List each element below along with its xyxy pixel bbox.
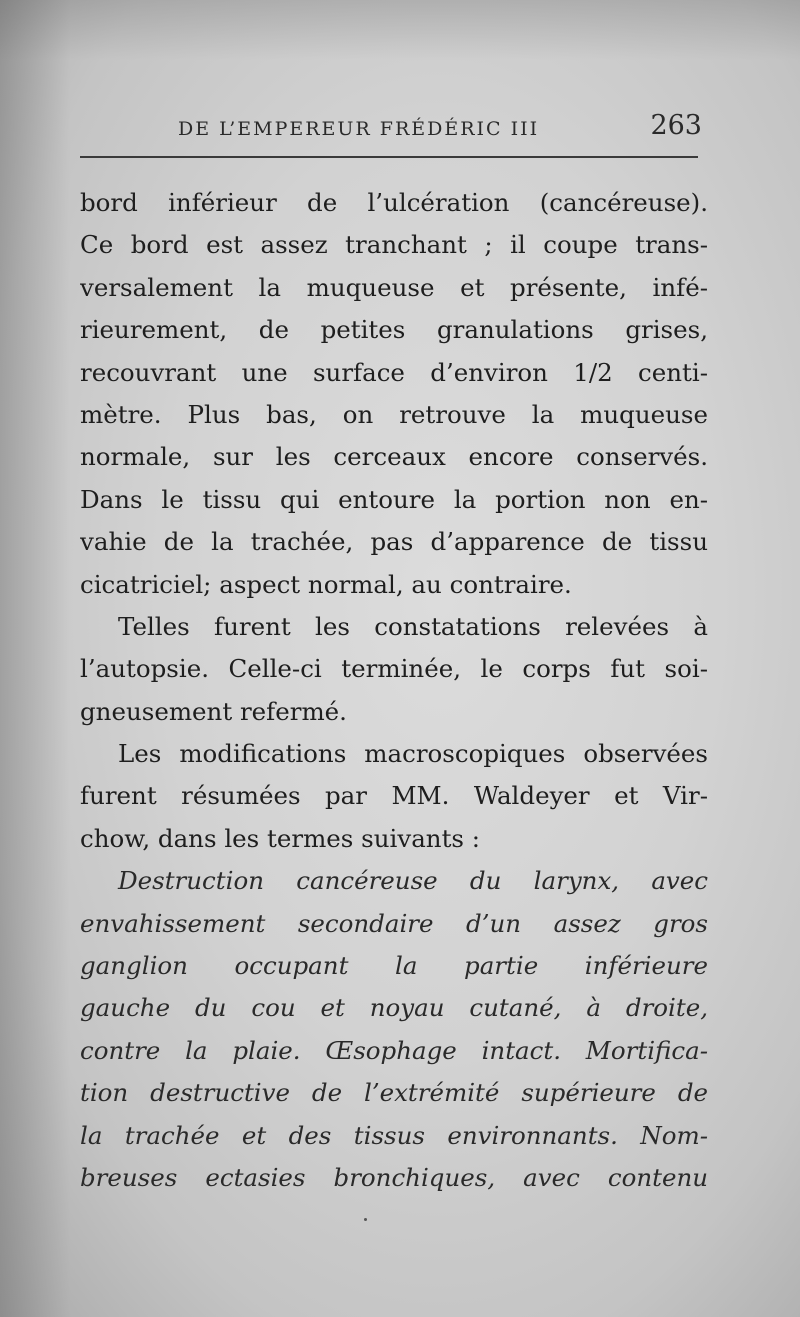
quote-line: tion destructive de l’extrémité supérieure de [80,1078,708,1108]
text-line: vahie de la trachée, pas d’apparence de tissu [80,527,708,557]
text-line: gneusement refermé. [80,696,347,726]
quote-line: gauche du cou et noyau cutané, à droite, [80,993,708,1023]
header-rule [80,156,698,158]
text-line: recouvrant une surface d’environ 1/2 centi- [80,357,708,387]
text-line: cicatriciel; aspect normal, au contraire. [80,569,572,599]
text-line: Les modifications macroscopiques observées [118,739,708,769]
text-line: Telles furent les constatations relevées à [118,611,708,641]
text-line: furent résumées par MM. Waldeyer et Vir- [80,781,708,811]
text-line: mètre. Plus bas, on retrouve la muqueuse [80,399,708,429]
quote-line: Destruction cancéreuse du larynx, avec [118,866,708,896]
quote-line: breuses ectasies bronchiques, avec contenu [80,1162,708,1192]
quote-line: la trachée et des tissus environnants. Nom- [80,1120,708,1150]
quote-line: ganglion occupant la partie inférieure [80,951,708,981]
text-line: l’autopsie. Celle-ci terminée, le corps fut soi- [80,654,708,684]
quote-line: envahissement secondaire d’un assez gros [80,908,708,938]
ink-speck [364,1218,367,1221]
body-text [80,182,708,1199]
text-line: bord inférieur de l’ulcération (cancéreuse). [80,188,708,217]
text-line: chow, dans les termes suivants : [80,823,481,853]
text-line: Ce bord est assez tranchant ; il coupe trans- [80,230,708,260]
page-header [178,112,708,148]
text-line: normale, sur les cerceaux encore conservés. [80,442,708,472]
text-line: Dans le tissu qui entoure la portion non en- [80,484,708,514]
page-number: 263 [650,110,702,141]
text-line: rieurement, de petites granulations grises, [80,315,708,345]
quote-line: contre la plaie. Œsophage intact. Mortifica- [80,1035,708,1065]
text-line: versalement la muqueuse et présente, infé- [80,272,708,302]
running-head: DE L’EMPEREUR FRÉDÉRIC III [178,118,540,140]
